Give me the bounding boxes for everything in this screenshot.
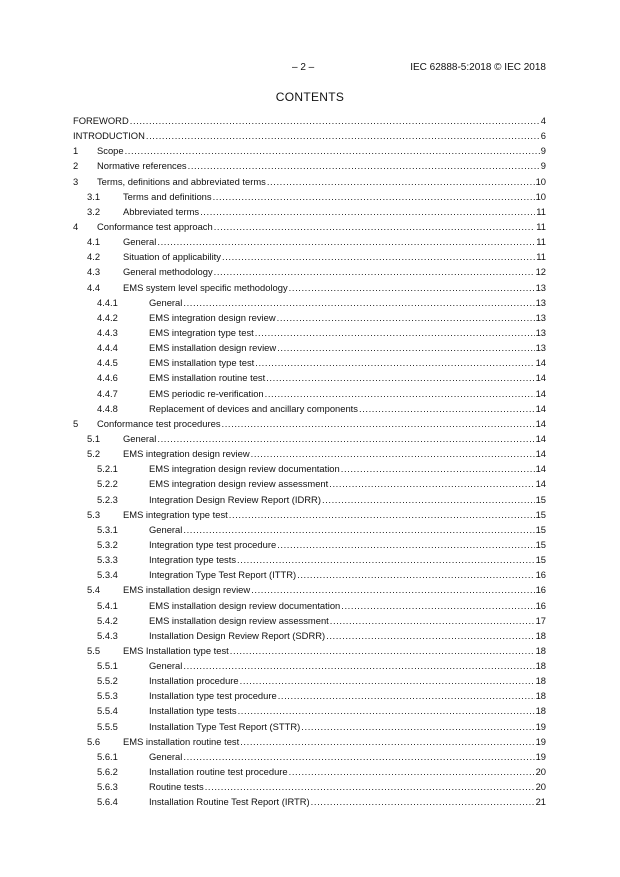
toc-entry-page: 18 (535, 675, 546, 687)
toc-entry-title: Installation type tests (149, 705, 237, 717)
toc-entry[interactable] (73, 446, 546, 461)
toc-entry[interactable] (73, 295, 546, 310)
toc-dot-leader (277, 340, 534, 355)
toc-entry[interactable] (73, 340, 546, 355)
toc-entry-page: 18 (535, 629, 546, 641)
toc-dot-leader (266, 370, 534, 385)
toc-entry-title: General (149, 660, 183, 672)
toc-entry-title: EMS installation design review (149, 342, 277, 354)
toc-entry[interactable] (73, 764, 546, 779)
toc-dot-leader (267, 174, 535, 189)
toc-entry[interactable] (73, 719, 546, 734)
toc-dot-leader (301, 719, 534, 734)
toc-entry-number: 4.4.6 (97, 372, 118, 384)
toc-entry-title: EMS installation design review assessment (149, 614, 329, 626)
toc-entry-number: 5.6.4 (97, 796, 118, 808)
toc-entry[interactable] (73, 749, 546, 764)
toc-entry-number: 5.2.3 (97, 493, 118, 505)
toc-entry[interactable] (73, 658, 546, 673)
toc-entry-title: Normative references (97, 160, 187, 172)
toc-entry[interactable] (73, 688, 546, 703)
toc-dot-leader (229, 507, 535, 522)
toc-entry-title: EMS Installation type test (123, 644, 229, 656)
toc-entry-number: 4.4.8 (97, 402, 118, 414)
toc-entry[interactable] (73, 204, 546, 219)
toc-entry-title: Conformance test procedures (97, 417, 221, 429)
toc-entry-number: 5.5.3 (97, 690, 118, 702)
toc-dot-leader (311, 794, 535, 809)
toc-entry-page: 17 (535, 614, 546, 626)
toc-entry-number: 5.3.4 (97, 569, 118, 581)
toc-dot-leader (265, 386, 535, 401)
toc-dot-leader (125, 143, 540, 158)
toc-entry-title: Installation routine test procedure (149, 766, 288, 778)
toc-entry-page: 18 (535, 660, 546, 672)
toc-entry-number: 5 (73, 417, 79, 429)
toc-entry-page: 14 (535, 372, 546, 384)
toc-entry-number: 5.4.1 (97, 599, 118, 611)
toc-entry-page: 11 (536, 220, 546, 232)
toc-entry[interactable] (73, 522, 546, 537)
toc-dot-leader (329, 476, 534, 491)
toc-entry[interactable] (73, 249, 546, 264)
toc-entry-number: 4.4.2 (97, 311, 118, 323)
toc-entry-number: 5.6.3 (97, 781, 118, 793)
table-of-contents (73, 113, 546, 809)
toc-entry[interactable] (73, 174, 546, 189)
toc-entry[interactable] (73, 370, 546, 385)
toc-dot-leader (289, 764, 535, 779)
toc-entry-page: 19 (535, 750, 546, 762)
toc-entry-title: EMS integration type test (123, 508, 228, 520)
toc-dot-leader (251, 446, 535, 461)
toc-dot-leader (183, 658, 534, 673)
toc-entry-number: 5.5.5 (97, 720, 118, 732)
toc-entry-page: 16 (535, 599, 546, 611)
toc-entry-page: 21 (535, 796, 546, 808)
toc-entry[interactable] (73, 476, 546, 491)
toc-entry-number: 4.3 (87, 266, 101, 278)
toc-dot-leader (214, 264, 535, 279)
toc-entry[interactable] (73, 431, 546, 446)
toc-dot-leader (255, 325, 535, 340)
toc-entry[interactable] (73, 219, 546, 234)
toc-entry-page: 13 (535, 281, 546, 293)
toc-entry-page: 14 (535, 387, 546, 399)
toc-dot-leader (277, 537, 534, 552)
toc-entry-page: 16 (535, 584, 546, 596)
toc-entry-title: EMS integration type test (149, 326, 254, 338)
toc-entry[interactable] (73, 234, 546, 249)
toc-dot-leader (146, 128, 540, 143)
toc-entry-title: EMS installation routine test (149, 372, 266, 384)
toc-dot-leader (297, 567, 534, 582)
toc-entry-number: 5.6.2 (97, 766, 118, 778)
toc-dot-leader (326, 628, 534, 643)
toc-entry-title: Installation Design Review Report (SDRR) (149, 629, 326, 641)
toc-entry-page: 15 (535, 508, 546, 520)
page-number: – 2 – (292, 62, 315, 73)
toc-entry-page: 10 (535, 175, 546, 187)
toc-entry-number: 5.5.4 (97, 705, 118, 717)
toc-entry-number: 2 (73, 160, 79, 172)
toc-dot-leader (238, 703, 535, 718)
toc-entry-page: 18 (535, 690, 546, 702)
toc-entry[interactable] (73, 734, 546, 749)
toc-entry-title: EMS installation design review (123, 584, 251, 596)
toc-entry[interactable] (73, 325, 546, 340)
toc-entry-page: 15 (535, 493, 546, 505)
toc-dot-leader (359, 401, 535, 416)
toc-entry-page: 20 (535, 781, 546, 793)
toc-entry-number: 5.6 (87, 735, 101, 747)
toc-entry-page: 6 (540, 130, 546, 142)
toc-entry-page: 18 (535, 705, 546, 717)
toc-entry-number: 5.3.2 (97, 538, 118, 550)
toc-dot-leader (183, 749, 534, 764)
toc-dot-leader (240, 734, 534, 749)
toc-entry-number: 4.4.5 (97, 357, 118, 369)
document-reference: IEC 62888-5:2018 © IEC 2018 (410, 62, 546, 73)
toc-entry-page: 14 (535, 357, 546, 369)
toc-dot-leader (237, 552, 535, 567)
toc-entry-number: 1 (73, 145, 79, 157)
toc-entry-title: Scope (97, 145, 124, 157)
toc-entry-number: 4.4 (87, 281, 101, 293)
toc-entry-page: 13 (535, 342, 546, 354)
toc-entry-title: INTRODUCTION (73, 130, 145, 142)
toc-entry[interactable] (73, 567, 546, 582)
toc-entry-number: 5.2 (87, 448, 101, 460)
toc-entry-title: EMS installation routine test (123, 735, 240, 747)
toc-entry[interactable] (73, 703, 546, 718)
toc-entry-number: 5.4 (87, 584, 101, 596)
toc-dot-leader (341, 598, 534, 613)
toc-entry[interactable] (73, 643, 546, 658)
toc-entry-title: General methodology (123, 266, 213, 278)
toc-entry-page: 4 (540, 115, 546, 126)
toc-entry[interactable] (73, 507, 546, 522)
toc-entry-title: General (149, 296, 183, 308)
toc-entry-title: General (149, 750, 183, 762)
toc-entry[interactable] (73, 794, 546, 809)
toc-entry-title: Installation procedure (149, 675, 239, 687)
toc-entry-page: 13 (535, 296, 546, 308)
toc-entry[interactable] (73, 113, 546, 128)
toc-dot-leader (341, 461, 535, 476)
toc-entry-number: 5.6.1 (97, 750, 118, 762)
toc-entry[interactable] (73, 355, 546, 370)
toc-entry-page: 14 (535, 463, 546, 475)
toc-entry[interactable] (73, 128, 546, 143)
toc-entry-page: 11 (536, 251, 546, 263)
toc-dot-leader (200, 204, 535, 219)
toc-entry-title: Conformance test approach (97, 220, 213, 232)
toc-entry-number: 3 (73, 175, 79, 187)
toc-dot-leader (240, 673, 535, 688)
toc-entry-title: EMS system level specific methodology (123, 281, 288, 293)
toc-dot-leader (213, 189, 535, 204)
toc-entry[interactable] (73, 628, 546, 643)
toc-entry-number: 5.2.2 (97, 478, 118, 490)
toc-entry[interactable] (73, 189, 546, 204)
toc-entry[interactable] (73, 779, 546, 794)
toc-entry-number: 5.5.1 (97, 660, 118, 672)
toc-entry-number: 4.4.1 (97, 296, 118, 308)
toc-entry-number: 5.2.1 (97, 463, 118, 475)
toc-entry-page: 13 (535, 326, 546, 338)
toc-entry-page: 12 (535, 266, 546, 278)
toc-entry-title: Installation Type Test Report (STTR) (149, 720, 301, 732)
toc-entry-title: Abbreviated terms (123, 205, 200, 217)
toc-entry[interactable] (73, 386, 546, 401)
toc-entry-number: 5.3.3 (97, 554, 118, 566)
toc-entry-number: 5.5.2 (97, 675, 118, 687)
toc-entry-page: 9 (540, 145, 546, 157)
toc-entry-title: EMS integration design review assessment (149, 478, 329, 490)
toc-entry-page: 14 (535, 448, 546, 460)
toc-entry-page: 14 (535, 417, 546, 429)
toc-entry[interactable] (73, 673, 546, 688)
toc-entry-number: 4.4.4 (97, 342, 118, 354)
toc-dot-leader (205, 779, 535, 794)
toc-entry-page: 16 (535, 569, 546, 581)
toc-entry-title: Integration Design Review Report (IDRR) (149, 493, 321, 505)
toc-entry-page: 11 (536, 205, 546, 217)
toc-entry-number: 5.3 (87, 508, 101, 520)
toc-dot-leader (157, 431, 534, 446)
toc-entry-page: 15 (535, 554, 546, 566)
toc-entry-page: 14 (535, 478, 546, 490)
toc-entry-title: Situation of applicability (123, 251, 221, 263)
toc-entry-page: 18 (535, 644, 546, 656)
toc-entry[interactable] (73, 598, 546, 613)
toc-entry-title: Installation type test procedure (149, 690, 277, 702)
contents-heading: CONTENTS (275, 90, 345, 104)
toc-dot-leader (222, 249, 535, 264)
toc-entry-title: EMS integration design review (149, 311, 276, 323)
toc-dot-leader (289, 280, 535, 295)
toc-dot-leader (183, 522, 534, 537)
toc-dot-leader (188, 158, 540, 173)
toc-entry-page: 13 (535, 311, 546, 323)
toc-entry[interactable] (73, 264, 546, 279)
toc-dot-leader (330, 613, 535, 628)
toc-entry-title: EMS installation type test (149, 357, 255, 369)
toc-entry-number: 3.2 (87, 205, 101, 217)
toc-entry-title: FOREWORD (73, 115, 129, 126)
toc-entry-title: Terms, definitions and abbreviated terms (97, 175, 266, 187)
toc-entry-title: Routine tests (149, 781, 204, 793)
toc-dot-leader (255, 355, 534, 370)
toc-entry-page: 15 (535, 538, 546, 550)
toc-entry[interactable] (73, 143, 546, 158)
toc-dot-leader (130, 113, 540, 128)
toc-entry-page: 14 (535, 402, 546, 414)
toc-entry-page: 19 (535, 720, 546, 732)
toc-entry-number: 5.1 (87, 432, 101, 444)
toc-entry[interactable] (73, 158, 546, 173)
toc-entry-page: 14 (535, 432, 546, 444)
toc-dot-leader (251, 582, 534, 597)
toc-dot-leader (277, 310, 535, 325)
toc-entry-title: EMS integration design review (123, 448, 250, 460)
toc-entry-number: 4.4.3 (97, 326, 118, 338)
toc-entry-title: Integration type tests (149, 554, 237, 566)
toc-entry-title: General (123, 432, 157, 444)
toc-entry-title: Integration type test procedure (149, 538, 277, 550)
toc-entry-number: 4.2 (87, 251, 101, 263)
toc-entry-title: General (123, 236, 157, 248)
toc-entry[interactable] (73, 552, 546, 567)
toc-dot-leader (214, 219, 536, 234)
toc-entry-number: 3.1 (87, 190, 101, 202)
toc-entry-title: EMS periodic re-verification (149, 387, 264, 399)
toc-entry-title: Installation Routine Test Report (IRTR) (149, 796, 310, 808)
toc-entry-title: Terms and definitions (123, 190, 212, 202)
toc-dot-leader (322, 492, 535, 507)
toc-entry-number: 5.5 (87, 644, 101, 656)
toc-entry-page: 11 (536, 236, 546, 248)
toc-dot-leader (157, 234, 535, 249)
toc-entry[interactable] (73, 492, 546, 507)
toc-entry-title: Replacement of devices and ancillary components (149, 402, 358, 414)
toc-entry[interactable] (73, 310, 546, 325)
toc-entry-title: EMS integration design review documentation (149, 463, 340, 475)
toc-entry-page: 19 (535, 735, 546, 747)
toc-entry-title: Integration Type Test Report (ITTR) (149, 569, 297, 581)
toc-entry-page: 10 (535, 190, 546, 202)
toc-entry-number: 5.3.1 (97, 523, 118, 535)
toc-entry-number: 5.4.2 (97, 614, 118, 626)
toc-entry-page: 9 (540, 160, 546, 172)
toc-dot-leader (183, 295, 534, 310)
toc-entry[interactable] (73, 461, 546, 476)
toc-entry-title: EMS installation design review documentation (149, 599, 341, 611)
toc-entry[interactable] (73, 280, 546, 295)
toc-entry[interactable] (73, 416, 546, 431)
toc-entry[interactable] (73, 582, 546, 597)
toc-entry-number: 4.1 (87, 236, 101, 248)
toc-entry-number: 5.4.3 (97, 629, 118, 641)
toc-entry[interactable] (73, 401, 546, 416)
toc-entry-number: 4 (73, 220, 79, 232)
toc-dot-leader (278, 688, 535, 703)
toc-dot-leader (230, 643, 535, 658)
toc-entry-number: 4.4.7 (97, 387, 118, 399)
toc-entry-title: General (149, 523, 183, 535)
toc-dot-leader (222, 416, 535, 431)
toc-entry[interactable] (73, 613, 546, 628)
toc-entry-page: 20 (535, 766, 546, 778)
toc-entry[interactable] (73, 537, 546, 552)
toc-entry-page: 15 (535, 523, 546, 535)
